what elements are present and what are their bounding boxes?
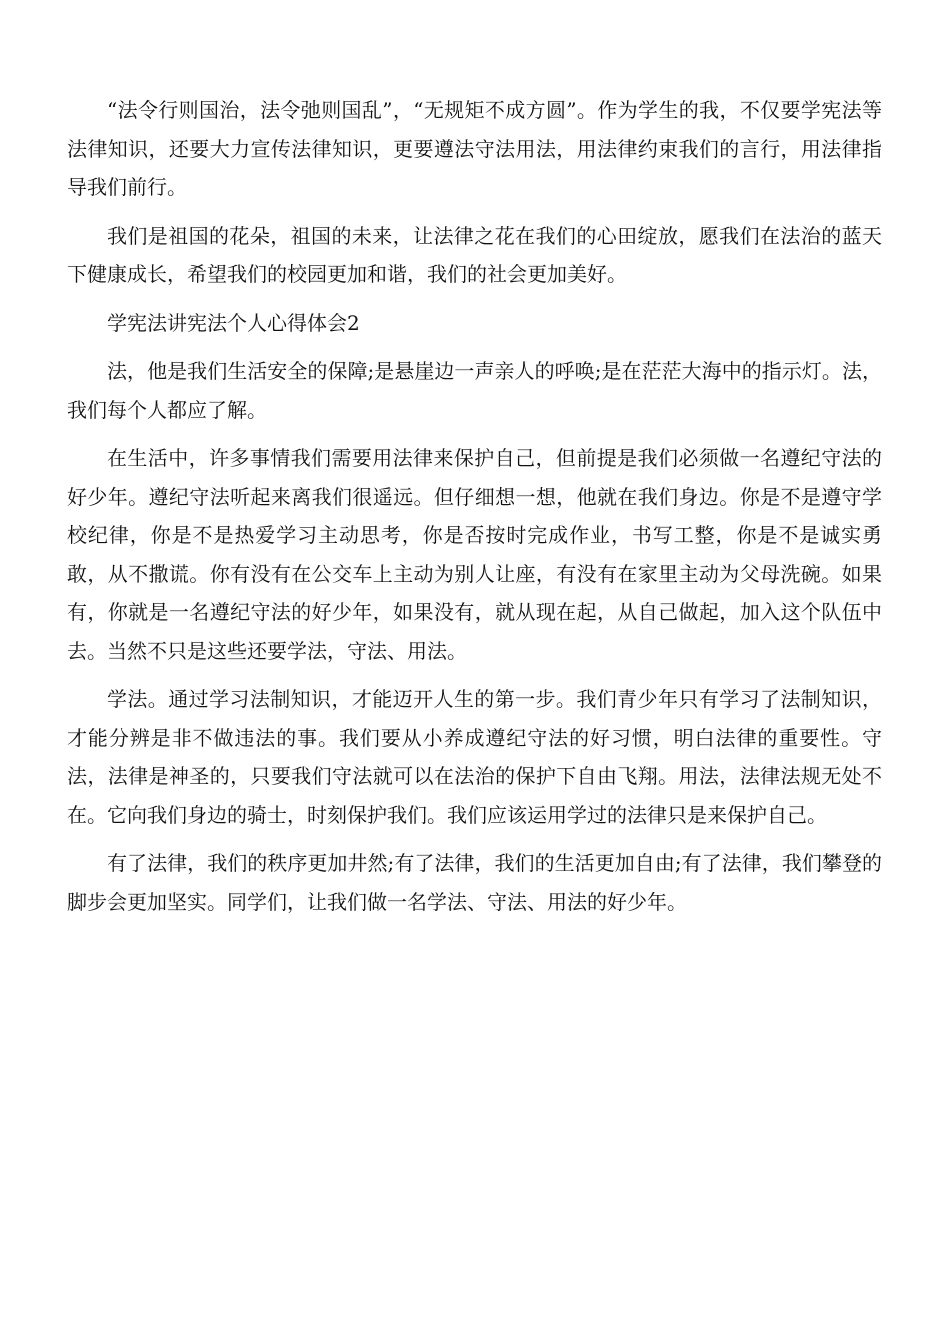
document-body: [67, 91, 882, 931]
paragraph-2: 我们是祖国的花朵，祖国的未来，让法律之花在我们的心田绽放，愿我们在法治的蓝天下健康成长，希望我们的校园更加和谐，我们的社会更加美好。: [67, 223, 882, 286]
paragraph-1: “法令行则国治，法令弛则国乱”，“无规矩不成方圆”。作为学生的我，不仅要学宪法等法律知识，还要大力宣传法律知识，更要遵法守法用法，用法律约束我们的言行，用法律指导我们前行。: [67, 98, 882, 199]
paragraph-4: 在生活中，许多事情我们需要用法律来保护自己，但前提是我们必须做一名遵纪守法的好少年。遵纪守法听起来离我们很遥远。但仔细想一想，他就在我们身边。你是不是遵守学校纪律，你是不是热爱学习主动思考，你是否按时完成作业，书写工整，你是不是诚实勇敢，从不撒谎。你有没有在公交车上主动为别人让座，有没有在家里主动为父母洗碗。如果有，你就是一名遵纪守法的好少年，如果没有，就从现在起，从自己做起，加入这个队伍中去。当然不只是这些还要学法，守法、用法。: [67, 446, 882, 663]
paragraph-3: 法，他是我们生活安全的保障;是悬崖边一声亲人的呼唤;是在茫茫大海中的指示灯。法，我们每个人都应了解。: [67, 359, 882, 422]
paragraph-6: 有了法律，我们的秩序更加井然;有了法律，我们的生活更加自由;有了法律，我们攀登的脚步会更加坚实。同学们，让我们做一名学法、守法、用法的好少年。: [67, 851, 882, 914]
paragraph-5: 学法。通过学习法制知识，才能迈开人生的第一步。我们青少年只有学习了法制知识，才能分辨是非不做违法的事。我们要从小养成遵纪守法的好习惯，明白法律的重要性。守法，法律是神圣的，只要我们守法就可以在法治的保护下自由飞翔。用法，法律法规无处不在。它向我们身边的骑士，时刻保护我们。我们应该运用学过的法律只是来保护自己。: [67, 687, 882, 827]
section-heading: 学宪法讲宪法个人心得体会2: [107, 310, 360, 335]
